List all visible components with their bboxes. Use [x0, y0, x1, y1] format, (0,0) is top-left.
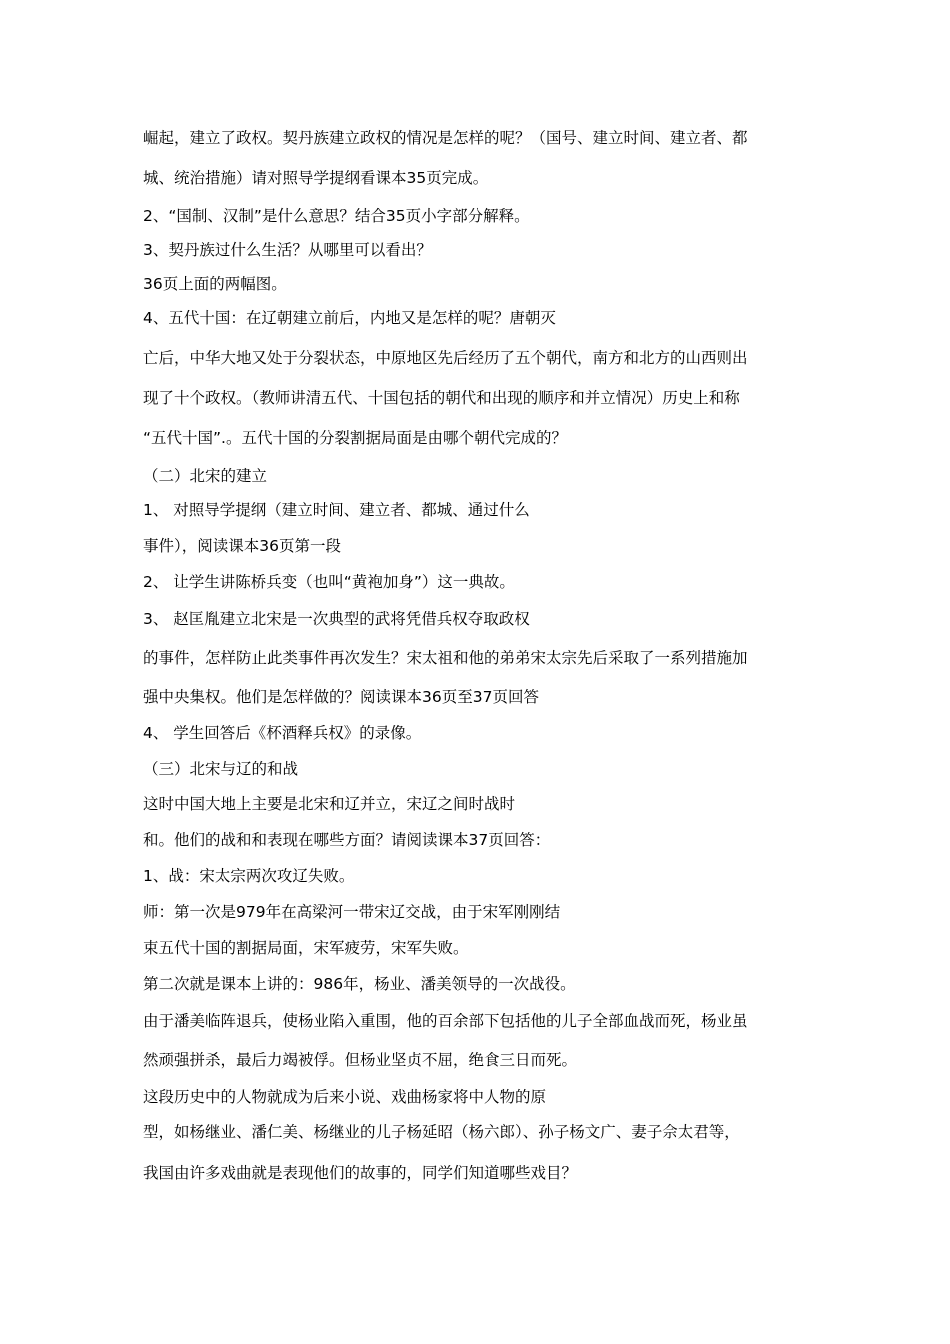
list-item: 1、战：宋太宗两次攻辽失败。 — [143, 867, 355, 885]
text-line: 这段历史中的人物就成为后来小说、戏曲杨家将中人物的原 — [143, 1088, 547, 1106]
text-line: 师：第一次是979年在高梁河一带宋辽交战，由于宋军刚刚结 — [143, 903, 561, 921]
text-line: 现了十个政权。（教师讲清五代、十国包括的朝代和出现的顺序和并立情况）历史上和称 — [143, 389, 740, 407]
text-line: 4、五代十国：在辽朝建立前后，内地又是怎样的呢？唐朝灭 — [143, 309, 556, 327]
text-line: 束五代十国的割据局面，宋军疲劳，宋军失败。 — [143, 939, 469, 957]
list-item: 4、 学生回答后《杯酒释兵权》的录像。 — [143, 724, 422, 742]
text-line: 36页上面的两幅图。 — [143, 275, 287, 293]
section-heading: （三）北宋与辽的和战 — [143, 760, 299, 778]
text-line: 第二次就是课本上讲的：986年，杨业、潘美领导的一次战役。 — [143, 975, 576, 993]
text-line: 2、“国制、汉制”是什么意思？结合35页小字部分解释。 — [143, 207, 530, 225]
list-item: 3、 赵匡胤建立北宋是一次典型的武将凭借兵权夺取政权 — [143, 610, 530, 628]
text-line: 然顽强拼杀，最后力竭被俘。但杨业坚贞不屈，绝食三日而死。 — [143, 1051, 578, 1069]
text-line: “五代十国”.。五代十国的分裂割据局面是由哪个朝代完成的？ — [143, 429, 567, 447]
text-line: 强中央集权。他们是怎样做的？阅读课本36页至37页回答 — [143, 688, 539, 706]
list-item: 1、 对照导学提纲（建立时间、建立者、都城、通过什么 — [143, 501, 530, 519]
text-line: 和。他们的战和和表现在哪些方面？请阅读课本37页回答： — [143, 831, 551, 849]
text-line: 崛起，建立了政权。契丹族建立政权的情况是怎样的呢？（国号、建立时间、建立者、都 — [143, 129, 748, 147]
section-heading: （二）北宋的建立 — [143, 467, 268, 485]
text-line: 这时中国大地上主要是北宋和辽并立，宋辽之间时战时 — [143, 795, 516, 813]
text-line: 型，如杨继业、潘仁美、杨继业的儿子杨延昭（杨六郎）、孙子杨文广、妻子佘太君等， — [143, 1123, 740, 1141]
list-item: 2、 让学生讲陈桥兵变（也叫“黄袍加身”）这一典故。 — [143, 573, 515, 591]
text-line: 事件），阅读课本36页第一段 — [143, 537, 341, 555]
text-line: 由于潘美临阵退兵，使杨业陷入重围，他的百余部下包括他的儿子全部血战而死，杨业虽 — [143, 1012, 748, 1030]
text-line: 的事件，怎样防止此类事件再次发生？宋太祖和他的弟弟宋太宗先后采取了一系列措施加 — [143, 649, 748, 667]
text-line: 城、统治措施）请对照导学提纲看课本35页完成。 — [143, 169, 489, 187]
text-line: 3、契丹族过什么生活？从哪里可以看出？ — [143, 241, 432, 259]
text-line: 我国由许多戏曲就是表现他们的故事的，同学们知道哪些戏目？ — [143, 1164, 578, 1182]
text-line: 亡后，中华大地又处于分裂状态，中原地区先后经历了五个朝代，南方和北方的山西则出 — [143, 349, 748, 367]
